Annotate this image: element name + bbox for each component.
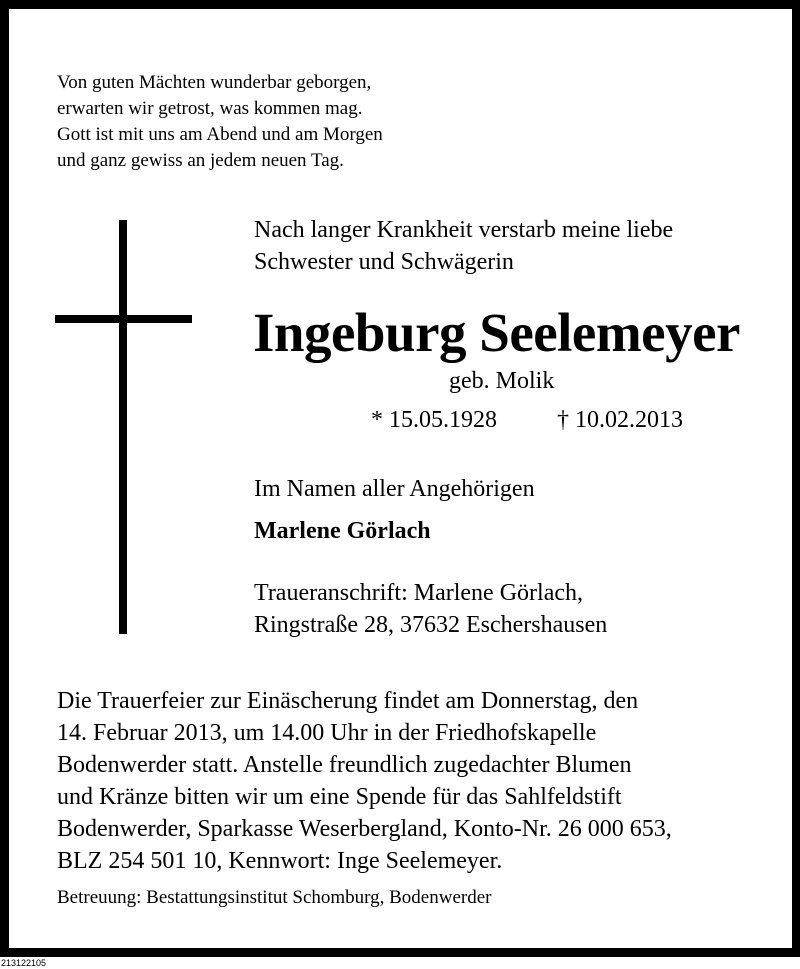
service-line: Die Trauerfeier zur Einäscherung findet am Donnerstag, den xyxy=(57,688,639,714)
death-notice-intro xyxy=(254,214,673,278)
verse xyxy=(57,70,383,174)
service-line: 14. Februar 2013, um 14.00 Uhr in der Friedhofskapelle xyxy=(57,720,597,746)
service-details xyxy=(57,685,672,877)
on-behalf-text: Im Namen aller Angehörigen xyxy=(254,476,535,502)
intro-line: Schwester und Schwägerin xyxy=(254,249,514,275)
verse-line: Gott ist mit uns am Abend und am Morgen xyxy=(57,124,383,145)
verse-line: Von guten Mächten wunderbar geborgen, xyxy=(57,72,372,93)
cross-icon-bar xyxy=(55,315,192,323)
service-line: und Kränze bitten wir um eine Spende für das Sahlfeldstift xyxy=(57,784,622,810)
address-line: Ringstraße 28, 37632 Eschershausen xyxy=(254,612,608,638)
cross-icon xyxy=(119,220,127,634)
service-line: Bodenwerder statt. Anstelle freundlich zugedachter Blumen xyxy=(57,752,632,778)
death-date: † 10.02.2013 xyxy=(557,407,683,433)
address-line: Traueranschrift: Marlene Görlach, xyxy=(254,580,583,606)
intro-line: Nach langer Krankheit verstarb meine liebe xyxy=(254,217,674,243)
verse-line: und ganz gewiss an jedem neuen Tag. xyxy=(57,150,344,171)
verse-line: erwarten wir getrost, was kommen mag. xyxy=(57,98,363,119)
birth-date: * 15.05.1928 xyxy=(371,407,497,433)
service-line: Bodenwerder, Sparkasse Weserbergland, Konto-Nr. 26 000 653, xyxy=(57,816,672,842)
ad-id: 213122105 xyxy=(1,958,47,968)
service-line: BLZ 254 501 10, Kennwort: Inge Seelemeyer. xyxy=(57,848,503,874)
deceased-name: Ingeburg Seelemeyer xyxy=(253,302,740,363)
mourning-address xyxy=(254,577,607,641)
signer-name: Marlene Görlach xyxy=(254,518,431,544)
birth-name: geb. Molik xyxy=(449,368,555,394)
funeral-home-credit: Betreuung: Bestattungsinstitut Schomburg, Bodenwerder xyxy=(57,887,492,908)
